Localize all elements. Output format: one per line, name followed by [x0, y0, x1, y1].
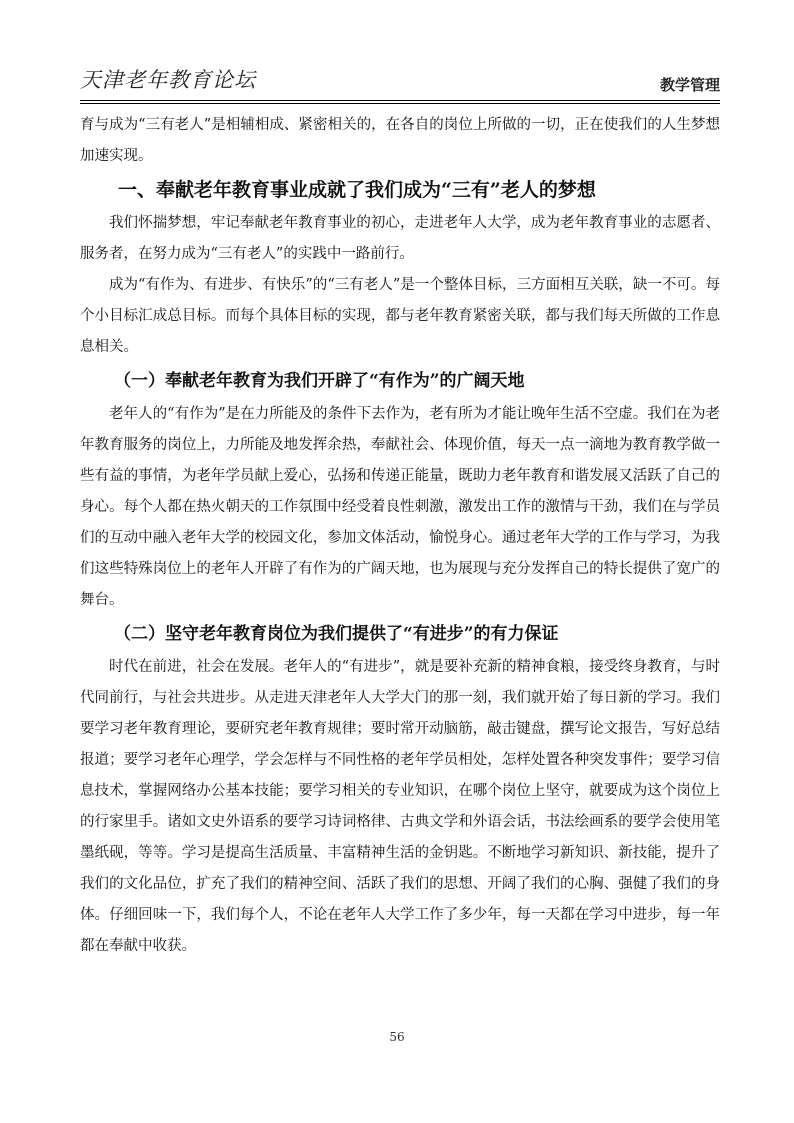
- paragraph: 我们怀揣梦想，牢记奉献老年教育事业的初心，走进老年人大学，成为老年教育事业的志愿者、服务者，在努力成为“三有老人”的实践中一路前行。: [80, 215, 720, 262]
- journal-brand-logo: 天津老年教育论坛: [80, 68, 256, 92]
- section-tag: 教学管理: [659, 76, 720, 94]
- page-number: 56: [389, 1030, 405, 1044]
- paragraph: 育与成为“三有老人”是相辅相成、紧密相关的，在各自的岗位上所做的一切，正在使我们的人生梦想加速实现。: [80, 117, 720, 164]
- section-heading: 一、奉献老年教育事业成就了我们成为“三有”老人的梦想: [118, 179, 596, 201]
- subsection-heading: （二）坚守老年教育岗位为我们提供了“有进步”的有力保证: [114, 624, 559, 644]
- subsection-heading: （一）奉献老年教育为我们开辟了“有作为”的广阔天地: [114, 371, 525, 391]
- paragraph: 时代在前进，社会在发展。老年人的“有进步”，就是要补充新的精神食粮，接受终身教育，与时代同前行，与社会共进步。从走进天津老年人大学大门的那一刻，我们就开始了每日新的学习。我们要学习老年教育理论，要研究老年教育规律；要时常开动脑筋，敲击键盘，撰写论文报告，写好总结报道；要学习老年心理学，学会怎样与不同性格的老年学员相处，怎样处置各种突发事件；要学习信息技术，掌握网络办公基本技能；要学习相关的专业知识，在哪个岗位上坚守，就要成为这个岗位上的行家里手。诸如文史外语系的要学习诗词格律、古典文学和外语会话，书法绘画系的要学会使用笔墨纸砚，等等。学习是提高生活质量、丰富精神生活的金钥匙。不断地学习新知识、新技能，提升了我们的文化品位，扩充了我们的精神空间、活跃了我们的思想、开阔了我们的心胸、强健了我们的身体。仔细回味一下，我们每个人，不论在老年人大学工作了多少年，每一天都在学习中进步，每一年都在奉献中收获。: [80, 659, 720, 954]
- header-rule-thin: [80, 103, 720, 104]
- header-rule-thick: [80, 100, 720, 101]
- article-body: [80, 110, 720, 962]
- paragraph: 成为“有作为、有进步、有快乐”的“三有老人”是一个整体目标，三方面相互关联，缺一不可。每个小目标汇成总目标。而每个具体目标的实现，都与老年教育紧密关联，都与我们每天所做的工作息息相关。: [80, 277, 720, 355]
- page-header: [80, 62, 720, 98]
- paragraph: 老年人的“有作为”是在力所能及的条件下去作为，老有所为才能让晚年生活不空虚。我们在为老年教育服务的岗位上，力所能及地发挥余热，奉献社会、体现价值，每天一点一滴地为教育教学做一些有益的事情，为老年学员献上爱心，弘扬和传递正能量，既助力老年教育和谐发展又活跃了自己的身心。每个人都在热火朝天的工作氛围中经受着良性刺激，激发出工作的激情与干劲，我们在与学员们的互动中融入老年大学的校园文化，参加文体活动，愉悦身心。通过老年大学的工作与学习，为我们这些特殊岗位上的老年人开辟了有作为的广阔天地，也为展现与充分发挥自己的特长提供了宽广的舞台。: [80, 406, 720, 608]
